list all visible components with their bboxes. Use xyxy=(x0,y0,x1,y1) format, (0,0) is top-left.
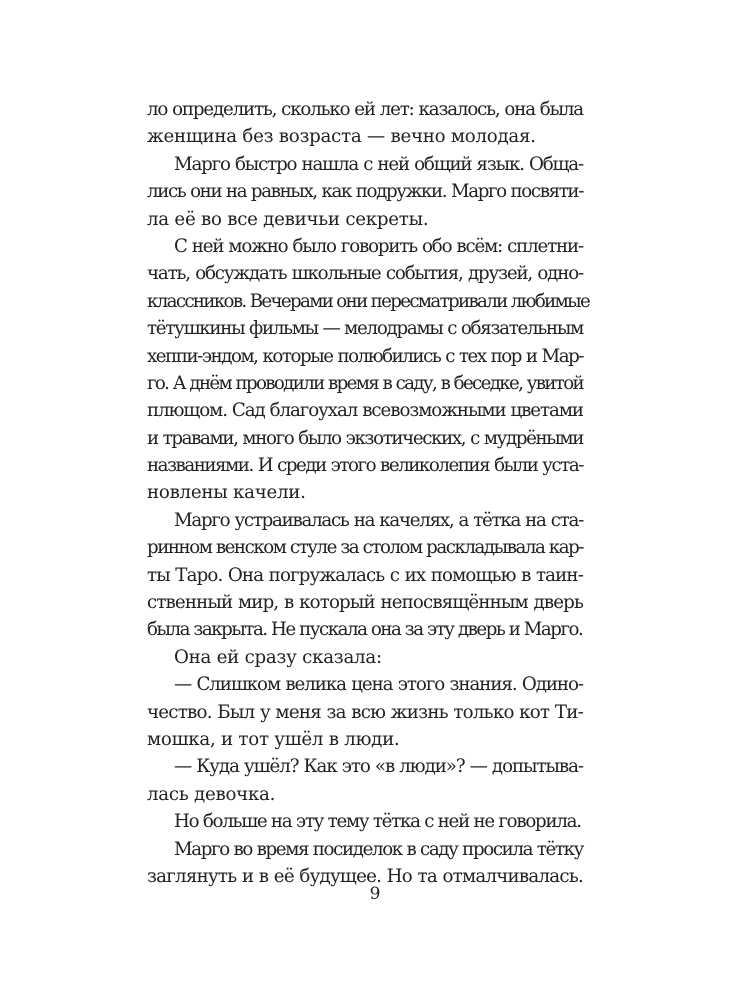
text-line: лись они на равных, как подружки. Марго посвяти- xyxy=(147,181,583,203)
text-line: Она ей сразу сказала: xyxy=(174,646,382,668)
text-line: ринном венском стуле за столом раскладывала кар- xyxy=(147,537,583,559)
text-line: Марго во время посиделок в саду просила тётку xyxy=(174,838,583,860)
text-line: Но больше на эту тему тётка с ней не говорила. xyxy=(174,811,581,833)
text-line: ты Таро. Она погружалась с их помощью в таин- xyxy=(147,564,583,586)
text-line: Марго устраивалась на качелях, а тётка на ста- xyxy=(174,509,583,531)
text-line: С ней можно было говорить обо всём: сплетни- xyxy=(174,235,583,257)
text-line: — Куда ушёл? Как это «в люди»? — допытыва- xyxy=(174,756,583,778)
text-line: хеппи-эндом, которые полюбились с тех пор и Мар- xyxy=(147,345,583,367)
text-line: Марго быстро нашла с ней общий язык. Обща- xyxy=(174,153,583,175)
text-line: женщина без возраста — вечно молодая. xyxy=(147,126,536,148)
text-line: ло определить, сколько ей лет: казалось, она была xyxy=(147,99,583,120)
text-line: и травами, много было экзотических, с мудрёными xyxy=(147,427,583,449)
text-line: — Слишком велика цена этого знания. Одино- xyxy=(174,674,583,696)
text-line: тётушкины фильмы — мелодрамы с обязательным xyxy=(147,318,583,340)
text-line: мошка, и тот ушёл в люди. xyxy=(147,728,400,750)
text-line: ственный мир, в который непосвящённым дверь xyxy=(147,592,583,614)
text-line: новлены качели. xyxy=(147,482,306,504)
text-line: чать, обсуждать школьные события, друзей, одно- xyxy=(147,263,583,285)
text-line: названиями. И среди этого великолепия были уста- xyxy=(147,455,583,477)
page-number: 9 xyxy=(369,884,381,904)
text-line: лась девочка. xyxy=(147,783,276,805)
text-line: заглянуть и в её будущее. Но та отмалчивалась. xyxy=(147,865,583,887)
text-line: чество. Был у меня за всю жизнь только кот Ти- xyxy=(147,701,583,723)
text-line: классников. Вечерами они пересматривали любимые xyxy=(147,290,590,312)
body-text xyxy=(147,96,590,890)
text-line: плющом. Сад благоухал всевозможными цветами xyxy=(147,400,583,422)
text-line: была закрыта. Не пускала она за эту дверь и Марго. xyxy=(147,619,583,641)
text-line: ла её во все девичьи секреты. xyxy=(147,208,429,230)
text-line: го. А днём проводили время в саду, в беседке, увитой xyxy=(147,372,583,394)
